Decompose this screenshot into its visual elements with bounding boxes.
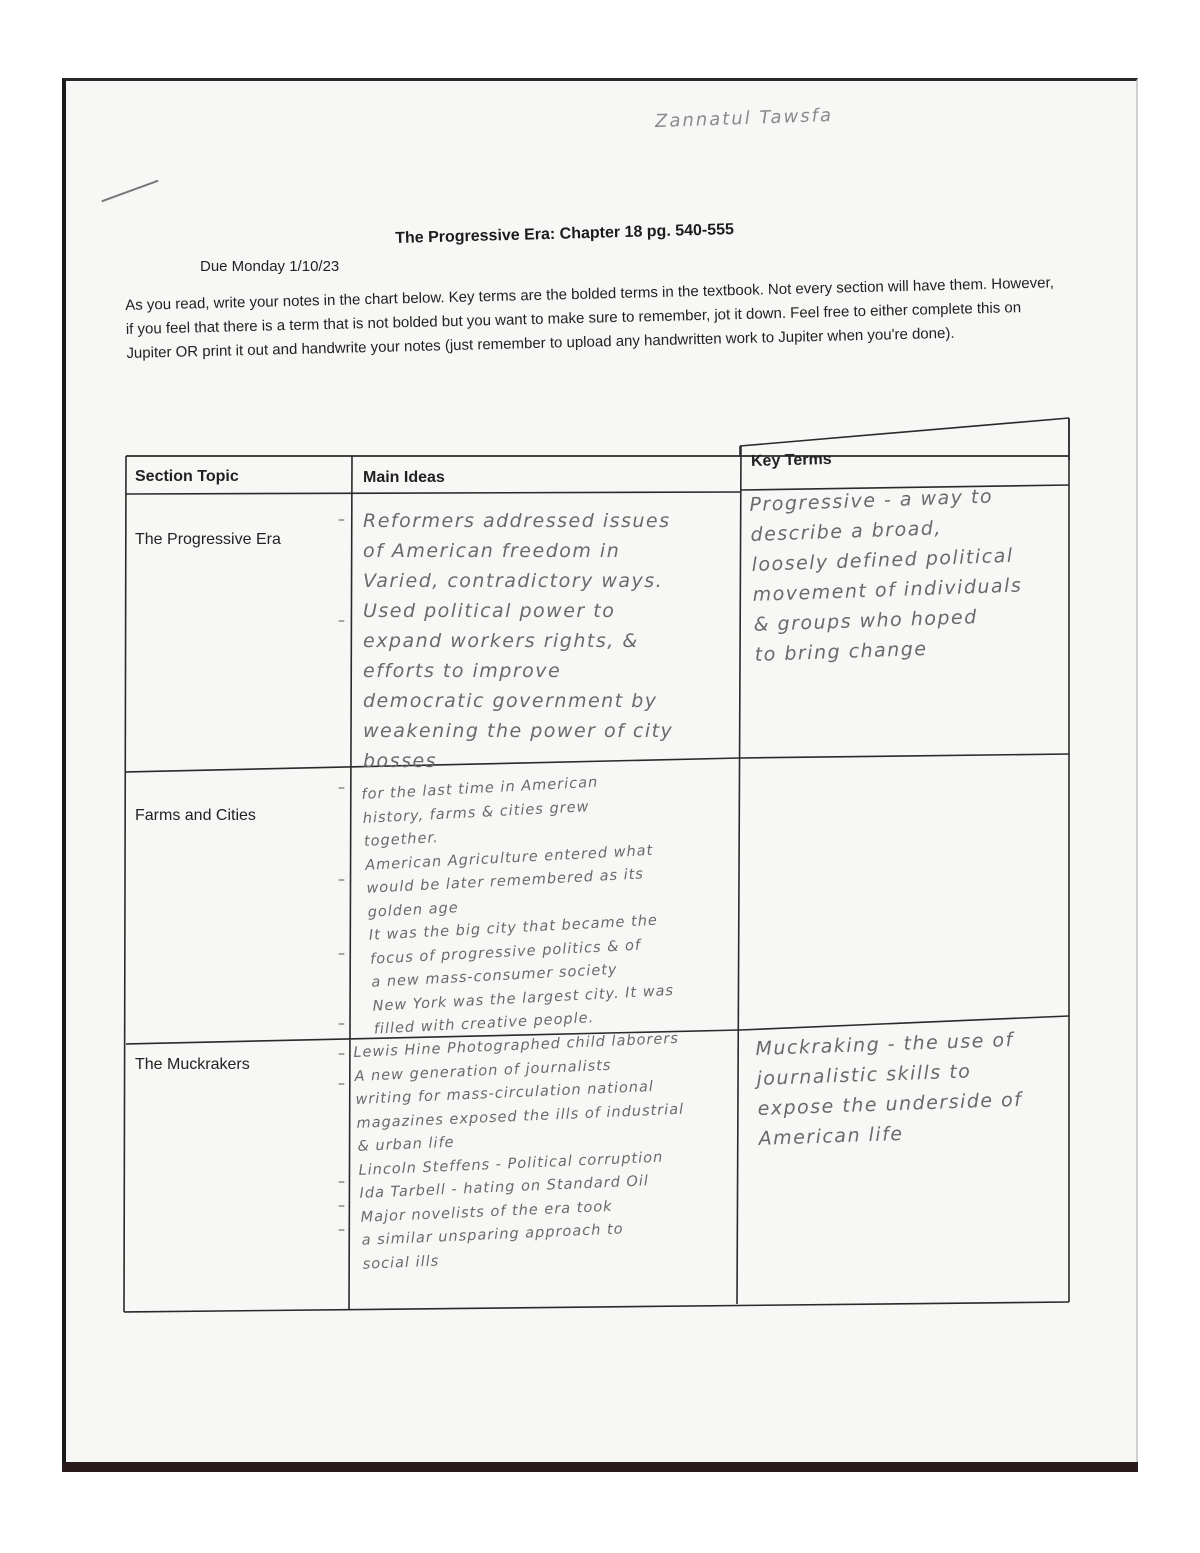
header-section-topic: Section Topic bbox=[135, 468, 239, 485]
key-terms-muckrakers: Muckraking - the use of journalistic skills to expose the underside of American life bbox=[755, 1028, 1023, 1150]
main-ideas-progressive-era: Reformers addressed issues of American freedom in Varied, contradictory ways. Used political power to expand workers rights, & efforts to improve democratic government by weakening the power of city bosses bbox=[363, 510, 674, 772]
notes-table bbox=[123, 416, 1071, 1314]
page-bottom-edge bbox=[62, 1462, 1138, 1472]
key-terms-progressive-era: Progressive - a way to describe a broad, loosely defined political movement of individuals & groups who hoped to bring change bbox=[749, 485, 1023, 666]
due-date: Due Monday 1/10/23 bbox=[200, 258, 340, 275]
bullet-dash: – bbox=[338, 613, 345, 629]
bullet-dash: – bbox=[338, 1016, 345, 1032]
header-main-ideas: Main Ideas bbox=[363, 469, 445, 486]
header-key-terms: Key Terms bbox=[750, 450, 832, 471]
document-title: The Progressive Era: Chapter 18 pg. 540-555 bbox=[395, 221, 735, 247]
bullet-dash: – bbox=[338, 1076, 345, 1092]
main-ideas-muckrakers: Lewis Hine Photographed child laborers A new generation of journalists writing for mass-circulation national magazines exposed the ills of industrial & urban life Lincoln Steffens - Political corruption Ida Tarbell - hating on Standard Oil Major novelists of the era took a similar unsparing approach to social ills bbox=[353, 1030, 685, 1273]
instructions-paragraph: As you read, write your notes in the chart below. Key terms are the bolded terms in the textbook. Not every section will have them. However, if you feel that there is a term that is not bolded but you want to make sure to remember, jot it down. Feel free to either complete this on Jupiter OR print it out and handwrite your notes (just remember to upload any handwritten work to Jupiter when you're done). bbox=[125, 274, 1055, 362]
row-topic-farms-cities: Farms and Cities bbox=[135, 807, 256, 824]
bullet-dash: – bbox=[338, 1198, 345, 1214]
bullet-dash: – bbox=[338, 780, 345, 796]
bullet-dash: – bbox=[338, 946, 345, 962]
main-ideas-farms-cities: for the last time in American history, farms & cities grew together. American Agriculture entered what would be later remembered as its golden age It was the big city that became the focus of progressive politics & of a new mass-consumer society New York was the largest city. It was filled with creative people. bbox=[361, 774, 675, 1038]
bullet-dash: – bbox=[338, 872, 345, 888]
bullet-dash: – bbox=[338, 1222, 345, 1238]
row-topic-progressive-era: The Progressive Era bbox=[135, 531, 281, 548]
row-topic-muckrakers: The Muckrakers bbox=[135, 1056, 250, 1073]
student-name: Zannatul Tawsfa bbox=[654, 104, 834, 133]
key-terms-farms-cities bbox=[743, 766, 1063, 1006]
bullet-dash: – bbox=[338, 512, 345, 528]
bullet-dash: – bbox=[338, 1046, 345, 1062]
bullet-dash: – bbox=[338, 1174, 345, 1190]
